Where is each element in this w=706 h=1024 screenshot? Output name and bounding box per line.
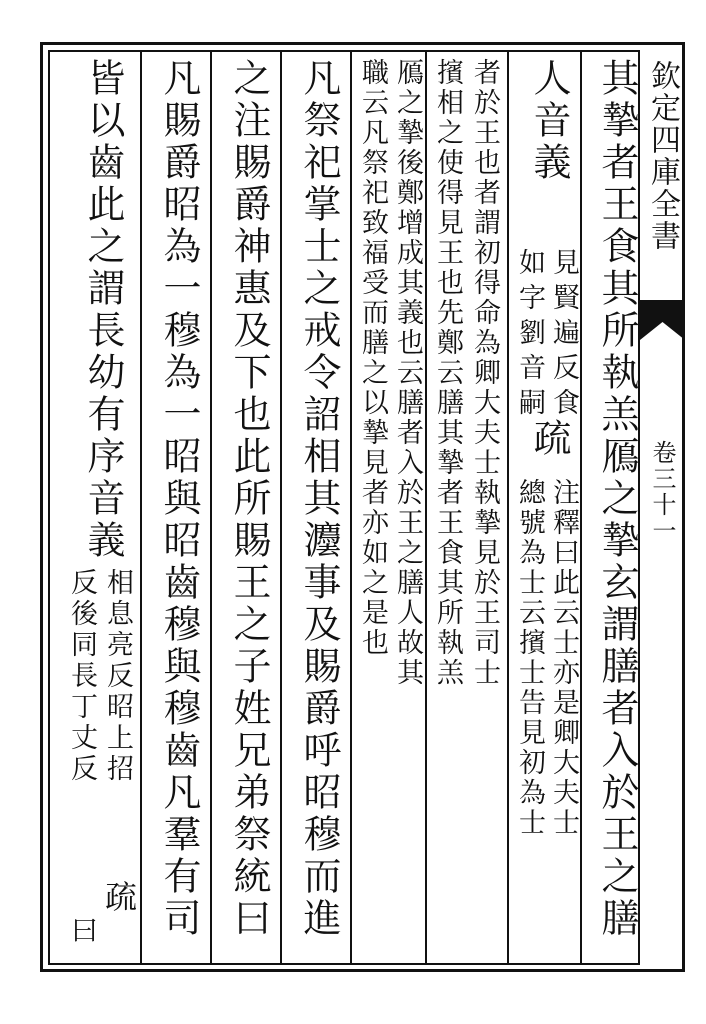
column-rule: [280, 50, 282, 965]
text-column-7: 凡賜爵昭為一穆為一昭與昭齒穆與穆齒凡羣有司: [157, 58, 201, 940]
text-column-2: [512, 58, 580, 958]
column-rule: [425, 50, 427, 965]
text-column-6: 之注賜爵神惠及下也此所賜王之子姓兄弟祭統曰: [227, 58, 271, 940]
annotation-line: 者於王也者謂初得命為卿大夫士執摯見於王司士: [469, 58, 500, 688]
volume-number: 卷三十一: [648, 440, 676, 544]
text-column-1: 其摯者王食其所執羔鴈之摯玄謂膳者入於王之膳: [595, 58, 639, 940]
text-column-5: 凡祭祀掌士之戒令詔相其灋事及賜爵呼昭穆而進: [297, 58, 341, 940]
annotation-line: 如字劉音嗣: [514, 248, 545, 423]
column-rule: [580, 50, 582, 965]
column-rule: [350, 50, 352, 965]
column-rule: [210, 50, 212, 965]
main-text: 疏: [100, 880, 138, 916]
annotation-line: 擯相之使得見王也先鄭云膳其摯者王食其所執羔: [432, 58, 463, 688]
book-title: 欽定四庫全書: [645, 60, 680, 252]
annotation-line: 相息亮反昭上招: [102, 568, 133, 785]
annotation-line: 曰: [66, 916, 97, 951]
text-column-8: [56, 58, 138, 958]
annotation-line: 鴈之摯後鄭增成其義也云膳者入於王之膳人故其: [392, 58, 423, 688]
column-rule: [140, 50, 142, 965]
annotation-line: 注釋曰此云士亦是卿大夫士: [548, 478, 579, 838]
main-text: 人音義: [527, 58, 571, 184]
annotation-line: 反後同長丁丈反: [66, 568, 97, 785]
main-text: 皆以齒此之謂長幼有序音義: [81, 58, 125, 562]
annotation-line: 見賢遍反食: [548, 248, 579, 423]
main-text: 疏: [527, 418, 571, 460]
annotation-line: 總號為士云擯士告見初為士: [514, 478, 545, 838]
column-rule: [507, 50, 509, 965]
annotation-line: 職云凡祭祀致福受而膳之以摯見者亦如之是也: [357, 58, 388, 658]
